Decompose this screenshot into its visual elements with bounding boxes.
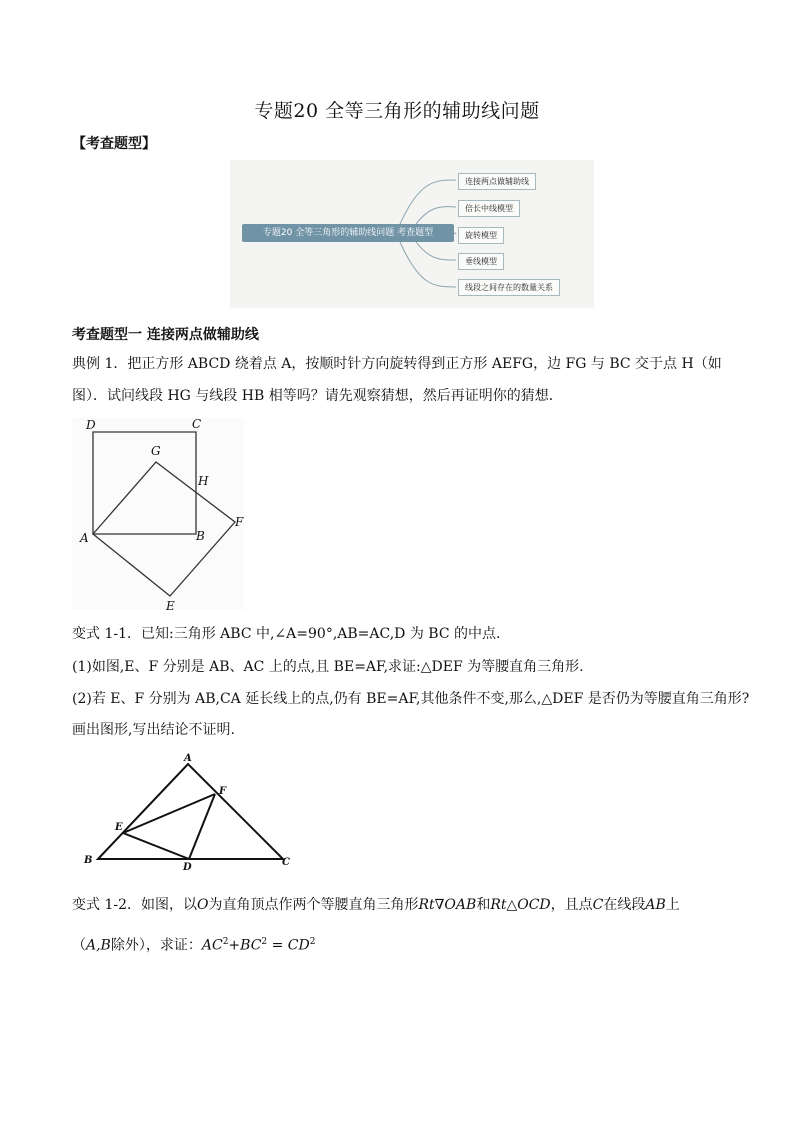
- v12-pre: 变式 1-2．如图，以: [72, 897, 197, 913]
- segment-ed: [123, 833, 189, 859]
- variant1-2-line1: [72, 895, 680, 915]
- label-e2: E: [115, 822, 123, 833]
- mindmap-branch-1: 连接两点做辅助线: [458, 173, 536, 190]
- v12-post: 上: [665, 897, 680, 913]
- v12-mid2: ，且点: [550, 897, 593, 913]
- mindmap: [230, 160, 594, 308]
- formula-sup-1: 2: [222, 937, 229, 947]
- v12-ab2: A,B: [86, 937, 111, 954]
- type1-heading: 考查题型一 连接两点做辅助线: [72, 327, 259, 343]
- figure-isosceles-right-triangle: [78, 752, 298, 870]
- v12-and: 和: [476, 897, 491, 913]
- connector-1: [400, 180, 456, 224]
- label-f: F: [235, 515, 244, 529]
- label-b: B: [196, 529, 205, 543]
- label-b2: B: [84, 855, 93, 866]
- figure-rotated-squares: [72, 418, 244, 610]
- label-f2: F: [219, 786, 227, 797]
- label-d: D: [86, 418, 96, 432]
- variant1-2-line2: [72, 932, 315, 956]
- label-c: C: [192, 418, 202, 431]
- mindmap-branch-3: 旋转模型: [458, 227, 504, 244]
- section-label: 【考查题型】: [72, 136, 156, 152]
- connector-4: [416, 242, 456, 260]
- example1-line1: 典例 1．把正方形 ABCD 绕着点 A，按顺时针方向旋转得到正方形 AEFG，边 FG 与 BC 交于点 H（如: [72, 356, 722, 372]
- connector-5: [400, 242, 456, 287]
- connector-2: [416, 207, 456, 224]
- v12-line2-pre: （: [72, 937, 86, 954]
- label-d2: D: [183, 862, 192, 870]
- mindmap-branch-5: 线段之间存在的数量关系: [458, 279, 560, 296]
- label-h: H: [198, 474, 209, 488]
- formula-cd: = CD: [267, 937, 310, 954]
- v12-mid3: 在线段: [603, 897, 646, 913]
- v12-tri2: Rt△OCD: [490, 897, 551, 913]
- formula-ac: AC: [201, 937, 223, 954]
- mindmap-branch-2: 倍长中线模型: [458, 200, 520, 217]
- label-g: G: [151, 444, 161, 458]
- label-a2: A: [184, 753, 192, 764]
- example1-line2: 图）．试问线段 HG 与线段 HB 相等吗？请先观察猜想，然后再证明你的猜想．: [72, 388, 563, 404]
- variant1-1-line3: (2)若 E、F 分别为 AB,CA 延长线上的点,仍有 BE=AF,其他条件不变,那么,△DEF 是否仍为等腰直角三角形?: [72, 691, 750, 707]
- formula-bc: +BC: [228, 937, 262, 954]
- v12-o: O: [197, 897, 209, 913]
- v12-line2-mid: 除外），求证：: [110, 937, 202, 954]
- v12-tri1: Rt∇OAB: [418, 897, 477, 913]
- mindmap-root: 专题20 全等三角形的辅助线问题 考查题型: [242, 224, 454, 242]
- variant1-1-line1: 变式 1-1．已知:三角形 ABC 中,∠A=90°,AB=AC,D 为 BC 的中点.: [72, 626, 501, 642]
- connector-3: [454, 233, 456, 234]
- variant1-1-line4: 画出图形,写出结论不证明.: [72, 722, 235, 738]
- v12-c: C: [592, 897, 604, 913]
- page-title: 专题20 全等三角形的辅助线问题: [254, 100, 540, 122]
- mindmap-branch-4: 垂线模型: [458, 253, 504, 270]
- label-a: A: [80, 531, 89, 545]
- triangle-abc: [98, 764, 283, 859]
- formula-sup-2: 2: [261, 937, 268, 947]
- variant1-1-line2: (1)如图,E、F 分别是 AB、AC 上的点,且 BE=AF,求证:△DEF 为等腰直角三角形.: [72, 659, 584, 675]
- label-c2: C: [282, 857, 290, 868]
- v12-ab: AB: [645, 897, 666, 913]
- formula-sup-3: 2: [309, 937, 316, 947]
- label-e: E: [166, 599, 175, 610]
- v12-mid1: 为直角顶点作两个等腰直角三角形: [208, 897, 419, 913]
